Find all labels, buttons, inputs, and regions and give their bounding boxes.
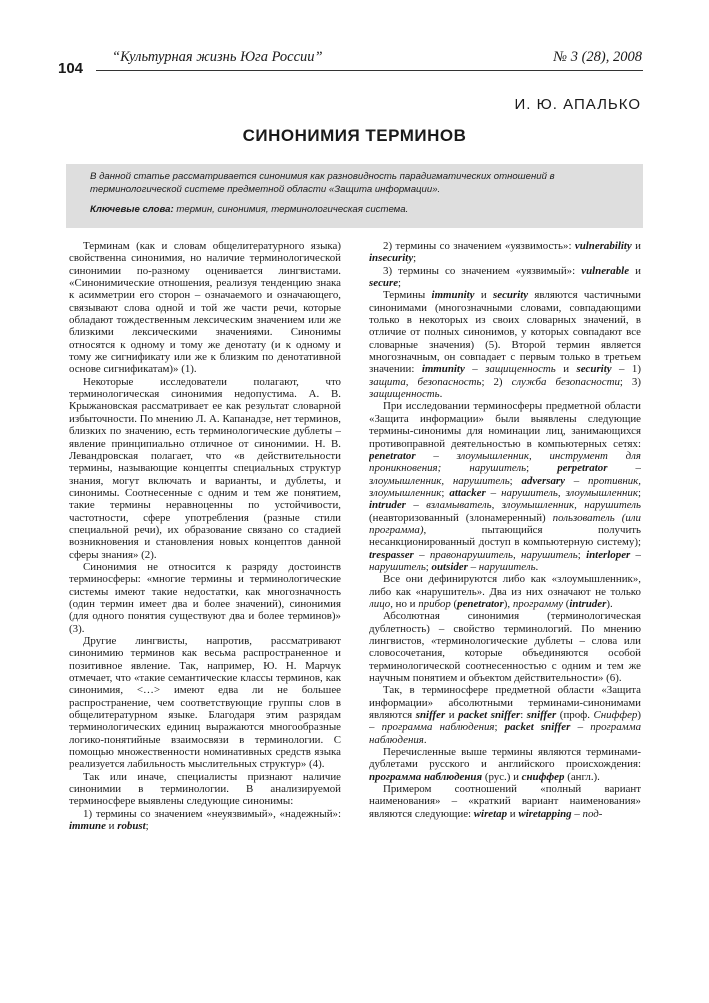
paragraph: Примером соотношений «полный вариант наименования» – «краткий вариант наименования» являются следующие: wiretap и wiretapping – под- [369, 783, 641, 820]
paragraph: Синонимия не относится к разряду достоинств терминосферы: «многие термины и терминологические системы имеют такие недостатки, как многозначность (один термин имеет два и более значений), синонимия (для одного понятия существуют два и более терминов)» (3). [69, 560, 341, 635]
paragraph: Так, в терминосфере предметной области «Защита информации» абсолютными терминами-синонимами являются sniffer и packet sniffer: sniffer (проф. Сниффер) – программа наблюдения; packet sniffer – программа наблюдения. [369, 684, 641, 746]
paragraph: Перечисленные выше термины являются терминами-дублетами русского и английского происхождения: программа наблюдения (рус.) и сниффер (англ.). [369, 746, 641, 783]
list-item: 1) термины со значением «неуязвимый», «надежный»: immune и robust; [69, 807, 341, 833]
issue-number: № 3 (28), 2008 [553, 49, 642, 65]
paragraph: Другие лингвисты, напротив, рассматривают синонимию терминов как весьма распространенное и позитивное явление. Так, например, Ю. Н. Марчук отмечает, что «такие семантические классы терминов, как синонимия, <…> имеют едва ли не большее распространение, чем соответствующие группы слов в общелитературном языке. Благодаря этим разрядам терминологических единиц выражаются многообразные логико-понятийные взаимосвязи в терминологии. С помощью множественности номинативных средств языка реализуется лабильность мыслительных структур» (4). [69, 635, 341, 771]
list-item: 3) термины со значением «уязвимый»: vulnerable и secure; [369, 264, 641, 290]
paragraph: Некоторые исследователи полагают, что терминологическая синонимия недопустима. А. В. Крыжановская рассматривает ее как результат словарной избыточности. По мнению Л. А. Капанадзе, нет терминов, близких по значению, есть терминологические дублеты – явление принципиально отличное от синонимии. Н. В. Левандровская полагает, что «в действительности термины, называющие концепты специальных структур знания, могут включать и варианты, и дублеты, и синонимы. Соотнесенные с одним и тем же понятием, такие термины неравноценны по устойчивости, частотности, сфере употребления (разные стили специальной речи), их образование связано со стадией возникновения и становления новых концептов данной сферы знания» (2). [69, 375, 341, 561]
keywords-label: Ключевые слова: [90, 204, 174, 215]
journal-title: “Культурная жизнь Юга России” [112, 49, 323, 65]
abstract-box [66, 164, 643, 228]
abstract-text: В данной статье рассматривается синонимия как разновидность парадигматических отношений в терминологической системе предметной области «Защита информации». [90, 171, 555, 195]
keywords-text: термин, синонимия, терминологическая система. [173, 204, 409, 215]
paragraph: Так или иначе, специалисты признают наличие синонимии в терминологии. В анализируемой терминосфере выявлены следующие синонимы: [69, 770, 341, 808]
author-name: И. Ю. АПАЛЬКО [514, 96, 641, 113]
paragraph: Терминам (как и словам общелитературного языка) свойственна синонимия, но наличие терминологической синонимии по-разному оценивается лингвистами. «Синонимические отношения, реализуя тенденцию знака к асимметрии его сторон – означаемого и означающего, связывают слова одной и той же части речи, которые обладают тождественным лексическим значением или же близкими лексическими значениями. Синонимы относятся к одному и тому же денотату (и к одному и тому же сигнификату или же к близким по денотативной основе сигнификатам)» (1). [69, 240, 341, 376]
page-number: 104 [58, 60, 84, 77]
header-rule [96, 70, 643, 71]
article-title: СИНОНИМИЯ ТЕРМИНОВ [242, 126, 467, 145]
paragraph: Все они дефинируются либо как «злоумышленник», либо как «нарушитель». Два из них означают не только лицо, но и прибор (penetrator), программу (intruder). [369, 573, 641, 610]
left-column [69, 240, 341, 990]
keywords-line [90, 204, 619, 217]
list-item: 2) термины со значением «уязвимость»: vulnerability и insecurity; [369, 240, 641, 265]
right-column [369, 240, 641, 990]
paragraph: Абсолютная синонимия (терминологическая дублетность) – свойство терминологий. По мнению лингвистов, «терминологические дублеты – слова или словосочетания, которые объединяются особой терминологической соотнесенностью с одним и тем же научным понятием и объектом действительности» (6). [369, 610, 641, 685]
paragraph: Термины immunity и security являются частичными синонимами (многозначными словами, совпадающими только в некоторых из своих словарных значений, в отличие от полных синонимов, у которых совпадают все словарные значения) (5). Второй термин является многозначным, он совпадает с первым только в третьем значении: immunity – защищенность и security – 1) защита, безопасность; 2) служба безопасности; 3) защищенность. [369, 289, 641, 401]
paragraph: При исследовании терминосферы предметной области «Защита информации» были выявлены следующие термины-синонимы для номинации лиц, занимающихся противоправной деятельностью в компьютерных сетях: penetrator – злоумышленник, инструмент для проникновения; нарушитель; perpetrator – злоумышленник, нарушитель; adversary – противник, злоумышленник; attacker – нарушитель, злоумышленник; intruder – взламыватель, злоумышленник, нарушитель (неавторизованный (злонамеренный) пользователь (или программа), пытающийся получить несанкционированный доступ в компьютерную систему); trespasser – правонарушитель, нарушитель; interloper – нарушитель; outsider – нарушитель. [369, 400, 641, 573]
